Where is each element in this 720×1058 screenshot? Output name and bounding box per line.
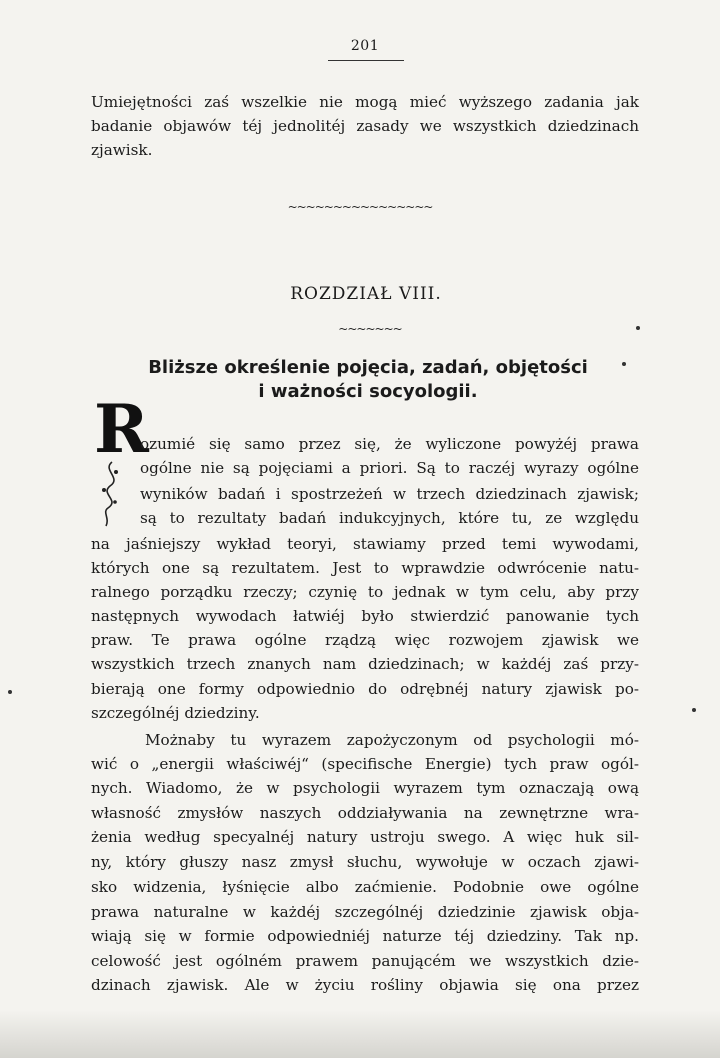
section-divider-ornament: ~~~~~~~~~~~~~~~~ xyxy=(287,200,433,214)
paragraph-line: wiają się w formie odpowiedniéj naturze téj dziedziny. Tak np. xyxy=(91,927,639,945)
paragraph-line: ny, który głuszy nasz zmysł słuchu, wywołuje w oczach zjawi- xyxy=(91,853,639,871)
paragraph-line: żenia według specyalnéj natury ustroju swego. A więc huk sil- xyxy=(91,828,639,846)
paragraph-line: wszystkich trzech znanych nam dziedzinach; w każdéj zaś przy- xyxy=(91,655,639,673)
paragraph-line: dzinach zjawisk. Ale w życiu rośliny objawia się ona przez xyxy=(91,976,639,994)
paragraph-line: celowość jest ogólném prawem panującém we wszystkich dzie- xyxy=(91,952,639,970)
paragraph-line: na jaśniejszy wykład teoryi, stawiamy przed temi wywodami, xyxy=(91,535,639,553)
paragraph-line: następnych wywodach łatwiéj było stwierdzić panowanie tych xyxy=(91,607,639,625)
paragraph-line: prawa naturalne w każdéj szczególnéj dziedzinie zjawisk obja- xyxy=(91,903,639,921)
scan-speck xyxy=(622,362,626,366)
paragraph-line: sko widzenia, łyśnięcie albo zaćmienie. Podobnie owe ogólne xyxy=(91,878,639,896)
paragraph-line: nych. Wiadomo, że w psychologii wyrazem tym oznaczają ową xyxy=(91,779,639,797)
page-number: 201 xyxy=(350,38,380,54)
paragraph-line: ralnego porządku rzeczy; czynię to jednak w tym celu, aby przy xyxy=(91,583,639,601)
scan-speck xyxy=(636,326,640,330)
scan-speck xyxy=(8,690,12,694)
paragraph-line: praw. Te prawa ogólne rządzą więc rozwojem zjawisk we xyxy=(91,631,639,649)
paragraph-line: których one są rezultatem. Jest to wprawdzie odwrócenie natu- xyxy=(91,559,639,577)
paragraph-line: są to rezultaty badań indukcyjnych, które tu, ze względu xyxy=(140,509,639,527)
intro-line: zjawisk. xyxy=(91,141,153,159)
paragraph-line: ozumié się samo przez się, że wyliczone powyżéj prawa xyxy=(140,435,639,453)
scan-speck xyxy=(692,708,696,712)
scan-edge-shadow xyxy=(0,1010,720,1058)
paragraph-line: bierają one formy odpowiednio do odrębnéj natury zjawisk po- xyxy=(91,680,639,698)
paragraph-line: wić o „energii właściwéj“ (specifische Energie) tych praw ogól- xyxy=(91,755,639,773)
chapter-heading: ROZDZIAŁ VIII. xyxy=(290,284,442,304)
drop-cap-vine-icon xyxy=(96,460,126,530)
drop-cap-letter: R xyxy=(94,390,149,468)
paragraph-line: Możnaby tu wyrazem zapożyczonym od psychologii mó- xyxy=(145,731,639,749)
chapter-ornament: ~~~~~~~ xyxy=(338,322,402,336)
chapter-title-line: Bliższe określenie pojęcia, zadań, objętości xyxy=(148,357,588,378)
paragraph-line: ogólne nie są pojęciami a priori. Są to raczéj wyrazy ogólne xyxy=(140,459,639,477)
paragraph-line: szczególnéj dziedziny. xyxy=(91,704,260,722)
paragraph-line: wyników badań i spostrzeżeń w trzech dziedzinach zjawisk; xyxy=(140,485,639,503)
chapter-title-line: i ważności socyologii. xyxy=(258,381,478,402)
paragraph-line: własność zmysłów naszych oddziaływania na zewnętrzne wra- xyxy=(91,804,639,822)
intro-line: Umiejętności zaś wszelkie nie mogą mieć wyższego zadania jak xyxy=(91,93,639,111)
intro-line: badanie objawów téj jednolitéj zasady we wszystkich dziedzinach xyxy=(91,117,639,135)
page-number-rule xyxy=(328,60,404,61)
